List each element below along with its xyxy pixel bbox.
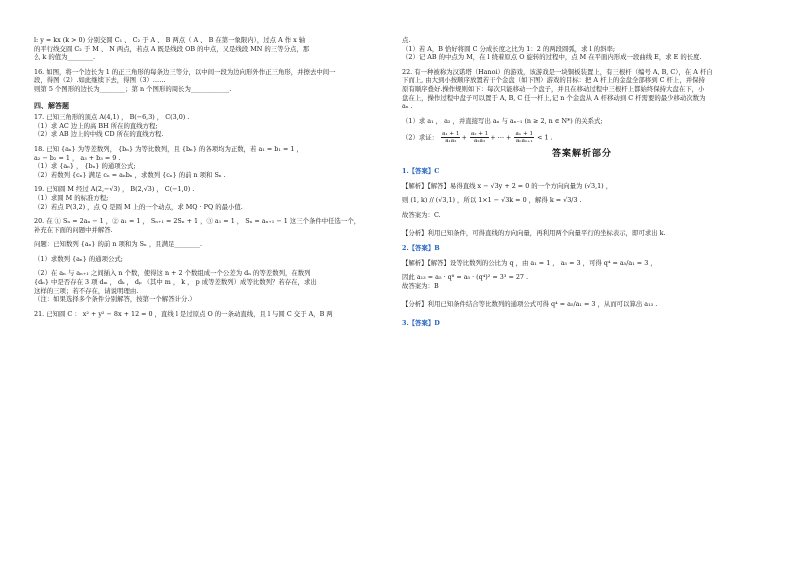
q15-line-3: 么 k 的值为________. [34,53,96,62]
q18-line-3: （1）求 {aₙ} ， {bₙ} 的通项公式; [34,162,136,171]
q18-line-4: （2）若数列 {cₙ} 满足 cₙ = aₙbₙ ，求数列 {cₙ} 的前 n 项和 Sₙ . [34,170,226,179]
answer-3-tag: 3.【答案】D [402,318,440,327]
q22-line-2: 下而上, 由大到小按顺序放置若干个金盘（如下图）游戏的目标：把 A 杆上的金盘全部移到 C 杆上，并保持 [402,76,705,85]
frac1-num: a₁ + 1 [442,131,460,138]
q21-cont-line-3: （2）记 AB 的中点为 M，在 l 绕着原点 O 旋转的过程中，点 M 在平面内形成一段曲线 E，求 E 的长度. [402,53,702,62]
frac3-den: aₙaₙ₊₁ [515,138,533,145]
answer-1-analysis: 【分析】利用已知条件，可得直线的方向向量，再利用两个向量平行的坐标表示，即可求出 k. [402,229,666,238]
answer-2-line-1: 【解析】【解答】设等比数列的公比为 q ，由 a₁ = 1 ， a₅ = 3 ，可得 q⁴ = a₅/a₁ = 3 ， [402,258,657,267]
proof-fraction-1 [441,131,460,144]
left-column [34,36,394,318]
q17-line-1: 17. 已知三角形的顶点 A(4,1) ， B(−6,3) ， C(3,0) . [34,113,190,122]
frac2-den: a₂a₃ [473,138,486,145]
q15-line-2: 的平行线交圆 C₂ 于 M 、 N 两点，若点 A 既是线段 OB 的中点，又是线段 MN 的三等分点，那 [34,44,310,53]
q19-line-3: （2）若点 P(3,2) ，点 Q 是圆 M 上的一个动点，求 MQ · PQ 的最小值. [34,202,243,211]
q21-cont-line-2: （1）若 A，B 恰好将圆 C 分成长度之比为 1：2 的两段圆弧，求 l 的斜率; [402,44,616,53]
q22-proof-line: （2）求证： $\frac{\text{a₁ + 1}}{\text{a₁a₂}}$ + $\frac{\text{a₂ + 1}}{\text{a₂a₃}}$ + ⋯ + $\frac{\text{aₙ + 1}}{\text{aₙaₙ₊₁}}$ < 1 . [402,131,553,145]
q18-line-2: a₂ − b₂ = 1 ， a₃ + b₃ = 9 . [34,153,121,162]
proof-fraction-3 [514,131,534,144]
q20-line-6: {dₙ} 中是否存在 3 项 dₘ ， dₖ ， dₚ （其中 m ， k ， p 成等差数列）成等比数列？若存在，求出 [34,278,317,287]
q17-line-3: （2）求 AB 边上的中线 CD 所在的直线方程. [34,130,164,139]
q22-line-5: aₙ . [402,102,413,111]
q20-line-5: （2）在 aₙ 与 aₙ₊₁ 之间插入 n 个数，使得这 n + 2 个数组成一个公差为 dₙ 的等差数列，在数列 [34,269,311,278]
q20-line-1: 20. 在 ① Sₙ = 2aₙ − 1 ，② a₁ = 1 ， Sₙ₊₁ = 2Sₙ + 1 ，③ a₁ = 1 ， Sₙ = aₙ₊₁ − 1 这三个条件中任选一个， [34,217,361,226]
q20-line-3: 问题：已知数列 {aₙ} 的前 n 项和为 Sₙ ，且满足________. [34,240,202,249]
q22-proof-label: （2）求证： [402,133,439,142]
proof-tail: < 1 . [537,133,553,142]
frac1-den: a₁a₂ [445,138,457,145]
section-title: 四、解答题 [34,100,69,110]
q22-line-3: 原有顺序叠好.操作规则如下：每次只能移动一个盘子，并且在移动过程中三根杆上都始终保持大盘在下，小 [402,84,705,93]
q20-line-8: （注：如果选择多个条件分别解答，按第一个解答计分.） [34,295,196,304]
answer-2-line-3: 故答案为：B [402,281,439,290]
q16-line-3: 则第 5 个图形的边长为________；第 n 个图形的周长为____________. [34,84,232,93]
q17-line-2: （1）求 AC 边上的高 BH 所在的直线方程; [34,121,158,130]
q20-line-2: 补充在下面的问题中并解答. [34,225,113,234]
frac2-num: a₂ + 1 [470,131,489,138]
q22-line-1: 22. 有一种被称为汉诺塔（Hanoi）的游戏，该游戏是一块铜板装置上，有三根杆（编号 A, B, C），在 A 杆自 [402,67,713,76]
answer-1-line-2: 则 (1, k) // (√3,1) ，所以 1×1 − √3k = 0 ，解得 k = √3/3 . [402,196,582,205]
proof-fraction-2 [470,131,489,144]
q22-line-4: 盘在上，操作过程中盘子可以置于 A, B, C 任一杆上,记 n 个金盘从 A 杆移动到 C 杆需要的最少移动次数为 [402,93,706,102]
answer-2-tag: 2.【答案】B [402,243,440,252]
answer-1-tag: 1.【答案】C [402,166,440,175]
q15-line-1: l: y = kx (k > 0) 分别交圆 C₁ 、 C₂ 于 A 、 B 两点（ A 、 B 在第一象限内），过点 A 作 x 轴 [34,36,306,44]
right-column [402,36,762,327]
q19-line-1: 19. 已知圆 M 经过 A(2,−√3) ， B(2,√3) ， C(−1,0) . [34,185,195,194]
q21-cont-line-1: 点. [402,36,411,44]
answer-1-line-1: 【解析】【解答】易得直线 x − √3y + 2 = 0 的一个方向向量为 (√3,1) ， [402,181,613,190]
answer-section-title: 答案解析部分 [551,149,612,160]
answer-1-line-3: 故答案为：C. [402,210,441,219]
frac3-num: aₙ + 1 [515,131,534,138]
answer-2-analysis: 【分析】利用已知条件结合等比数列的通项公式可得 q⁴ = a₅/a₁ = 3 ，从而可以算出 a₁₃ . [402,300,658,309]
answer-2-line-2: 因此 a₁₃ = a₅ · q⁸ = a₅ · (q⁴)² = 3³ = 27 . [402,273,529,282]
q19-line-2: （1）求圆 M 的标准方程; [34,193,109,202]
q18-line-1: 18. 已知 {aₙ} 为等差数列， {bₙ} 为等比数列，且 {bₙ} 的各项均为正数，若 a₁ = b₁ = 1 ， [34,144,303,153]
q20-line-7: 这样的三项；若不存在，请说明理由. [34,286,139,295]
q20-line-4: （1）求数列 {aₙ} 的通项公式; [34,254,123,263]
q16-line-1: 16. 如图，将一个边长为 1 的正三角形的每条边三等分，以中间一段为边向形外作正三角形，并擦去中间一 [34,67,336,76]
q22-line-6: （1）求 a₁ ， a₂ ，并直接写出 aₙ 与 aₙ₋₁ (n ≥ 2, n ∈ N*) 的关系式; [402,116,603,125]
q21-line-1: 21. 已知圆 C ： x² + y² − 8x + 12 = 0 ，直线 l 是过原点 O 的一条动直线，且 l 与圆 C 交于 A，B 两 [34,309,333,318]
q16-line-2: 段，得图（2）.如此继续下去，得图（3）…… [34,76,166,85]
